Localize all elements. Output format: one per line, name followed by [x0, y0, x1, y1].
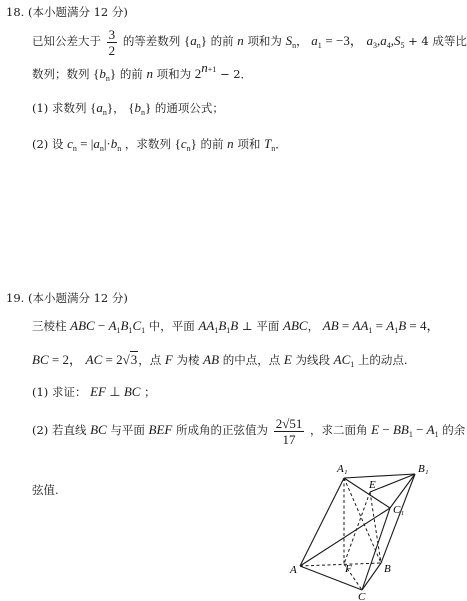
q19-math: BEF [148, 422, 173, 437]
q19-text: ； [144, 385, 156, 399]
q18-math: $2^{n+1}$ [194, 60, 217, 81]
q18-math: $\{b_n\}$ [128, 100, 152, 117]
q18-math: = | [76, 136, 94, 151]
q19-text: 中，平面 [148, 319, 195, 333]
q19-math: AB = $AA_1 = A_1B$ [322, 318, 407, 335]
q19-frac-num: 2√51 [275, 415, 303, 431]
q18-text: 项和 [237, 137, 261, 151]
q18-math: $a_1$ [311, 33, 322, 50]
q18-text: 的通项公式； [154, 101, 224, 115]
q18-text: 的前 [119, 67, 143, 81]
q19-text: 为棱 [176, 353, 200, 367]
q19-text: ，求二面角 [309, 423, 368, 437]
q19-frac-den: 17 [282, 431, 296, 447]
q18-text: ， [296, 34, 308, 48]
segment-e-b [370, 492, 381, 563]
q19-score: (本小题满分 12 分) [27, 291, 128, 305]
q18-text: (2) 设 [32, 137, 64, 151]
q19-text: 三棱柱 [32, 319, 67, 333]
q18-text: 项和为 [247, 34, 282, 48]
q18-math: $\{a_n\}$ [183, 33, 207, 50]
edge-a-b-hidden [300, 563, 381, 566]
q18-text: 的等差数列 [122, 34, 181, 48]
q19-text: (1) 求证： [32, 385, 87, 399]
q19-math: $AC_1$ [333, 352, 355, 369]
q18-text: + 4 成等比 [408, 34, 467, 48]
q18-math: n [227, 136, 234, 151]
q18-text: ， [113, 101, 125, 115]
q19-text: 的中点，点 [222, 353, 281, 367]
q18-text: ． [275, 137, 287, 151]
segment-e-f [344, 492, 370, 564]
q18-math: $\{b_n\}$ [93, 66, 117, 83]
q18-math: $a_n|\cdot b_n$ [93, 136, 122, 153]
q18-math: $T_n$ [263, 136, 276, 153]
q19-math: BC [32, 352, 49, 367]
label-e: E [369, 479, 376, 491]
q18-text: 的前 [210, 34, 234, 48]
q19-math: $AA_1B_1B$ [198, 318, 239, 335]
q19-math: BC [90, 422, 107, 437]
q18-number: 18. [6, 5, 25, 19]
q18-text: 项和为 [156, 67, 192, 81]
q19-text: 为线段 [295, 353, 330, 367]
q18-math: $\{c_n\}$ [174, 136, 197, 153]
q19-text: 所成角的正弦值为 [176, 423, 269, 437]
q19-math: EF ⊥ BC [90, 384, 141, 399]
q19-text: 与平面 [110, 423, 145, 437]
label-c1: C₁ [393, 504, 405, 516]
edge-a-a1 [300, 478, 344, 566]
q18-math: $c_n$ [67, 136, 77, 153]
q18-text: (1) 求数列 [32, 101, 87, 115]
q19-math: E [283, 352, 292, 367]
q19-text: 上的动点. [357, 353, 408, 367]
q19-math: AB [203, 352, 220, 367]
edge-a1-b1 [344, 474, 415, 478]
label-c: C [358, 591, 366, 601]
q19-math: ABC [283, 318, 308, 333]
q19-math: F [164, 352, 173, 367]
label-b1: B₁ [418, 463, 429, 475]
q19-math: = 4， [406, 318, 440, 333]
q18-math: $\{a_n\}$ [90, 100, 114, 117]
q18-score: (本小题满分 12 分) [27, 5, 128, 19]
q19-math: $E - BB_1 - A_1$ [371, 422, 439, 439]
q18-text: 已知公差大于 [32, 34, 101, 48]
q19-text: 的余 [442, 423, 466, 437]
q19-math: = 2， [48, 352, 82, 367]
q19-math: AC = 2√3 [85, 352, 138, 367]
q18-text: ，求数列 [124, 137, 171, 151]
q18-math: $S_n$ [285, 33, 297, 50]
q18-text: 的前 [200, 137, 224, 151]
label-a1: A₁ [337, 463, 348, 475]
label-a: A [290, 564, 297, 576]
label-b: B [384, 563, 391, 575]
q19-text: ⊥ 平面 [238, 319, 280, 333]
q18-frac-den: 2 [108, 42, 116, 58]
q18-math: = −3， [325, 33, 363, 48]
q19-text: (2) 若直线 [32, 423, 87, 437]
q19-math: ABC − $A_1B_1C_1$ [70, 318, 146, 335]
q19-text: ，点 [138, 353, 162, 367]
q19-text: ， [307, 319, 320, 333]
q18-text: − 2． [219, 67, 253, 81]
q18-text: 数列；数列 [32, 67, 90, 81]
q19-line-6: 弦值. [32, 483, 59, 497]
edge-a-c [300, 566, 362, 590]
q18-math: $a_3,a_4,S_5$ [366, 33, 405, 50]
q19-number: 19. [6, 291, 25, 305]
q18-math: n [237, 33, 244, 48]
q18-frac-num: 3 [108, 26, 116, 42]
label-f: F [345, 563, 352, 575]
edge-b-c [362, 563, 381, 590]
q18-math: n [146, 66, 153, 81]
